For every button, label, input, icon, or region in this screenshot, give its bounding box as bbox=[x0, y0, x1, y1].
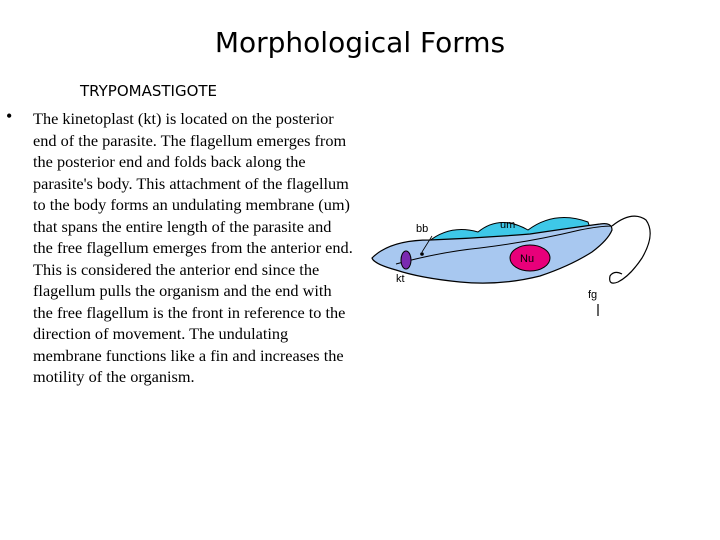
label-fg: fg bbox=[588, 289, 598, 301]
label-bb: bb bbox=[416, 223, 429, 235]
bullet-marker: • bbox=[6, 106, 13, 126]
label-kt: kt bbox=[396, 273, 405, 285]
section-subheading: TRYPOMASTIGOTE bbox=[80, 82, 218, 100]
trypomastigote-diagram bbox=[360, 200, 660, 330]
label-nu: Nu bbox=[520, 253, 535, 265]
basal-body bbox=[420, 252, 424, 256]
description-paragraph: The kinetoplast (kt) is located on the posterior end of the parasite. The flagellum emerges from the posterior end and folds back along the parasite's body. This attachment of the flagellum to the body forms an undulating membrane (um) that spans the entire length of the parasite and the free flagellum emerges from the anterior end. This is considered the anterior end since the flagellum pulls the organism and the end with the free flagellum is the front in reference to the direction of movement. The undulating membrane functions like a fin and increases the motility of the organism. bbox=[33, 109, 353, 386]
label-um: um bbox=[500, 219, 516, 231]
kinetoplast bbox=[401, 251, 411, 269]
free-flagellum bbox=[610, 216, 650, 283]
slide-title: Morphological Forms bbox=[214, 26, 506, 59]
